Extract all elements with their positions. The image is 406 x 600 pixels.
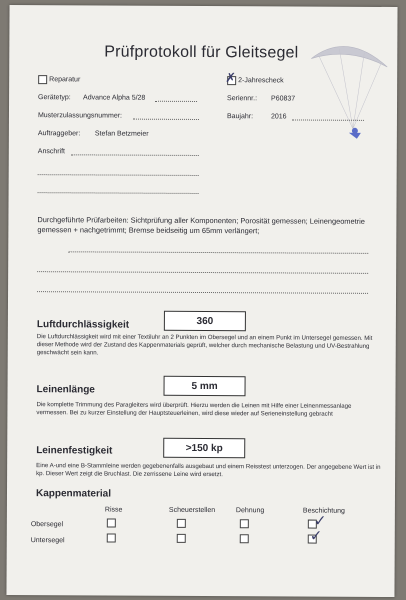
anschrift-line-2 <box>38 174 199 176</box>
seriennr-label: Seriennr.: <box>227 95 258 103</box>
anschrift-line-1 <box>71 154 199 156</box>
kappen-col-scheuerstellen: Scheuerstellen <box>168 506 216 515</box>
leinenlaenge-text: Die komplette Trimmung des Paragleiters wird überprüft. Hierzu werden die Leinen mit Hilfe einer Leinenmessanlage vermessen. Bei zu kurzer Einstellung der Hauptsteuerleinen, wird diese wieder auf Serieneinstellung gebracht <box>36 401 352 418</box>
musterzulassung-label: Musterzulassungsnummer: <box>37 112 123 120</box>
kappen-col-risse: Risse <box>104 506 123 514</box>
leinenfestigkeit-text: Eine A-und eine B-Stammleine werden gegebenenfalls ausgebaut und einem Reisstest unterzogen. Der angegebene Wert ist in kp. Dieser Wert zeigt die Bruchlast. Die zerrissene Leine wird ersetzt. <box>36 462 381 479</box>
paraglider-icon <box>309 37 390 147</box>
reparatur-label: Reparatur <box>49 76 81 84</box>
check-mark-icon: ✗ <box>225 70 237 86</box>
anschrift-label: Anschrift <box>37 148 66 156</box>
obersegel-dehnung-checkbox[interactable] <box>240 519 249 528</box>
geraetetyp-label: Gerätetyp: <box>38 94 71 102</box>
kappen-col-dehnung: Dehnung <box>235 507 265 515</box>
untersegel-risse-checkbox[interactable] <box>107 534 116 543</box>
leinenlaenge-heading: Leinenlänge <box>36 384 95 396</box>
jahrescheck-label: 2-Jahrescheck <box>238 77 284 85</box>
pruefarbeiten-line-1 <box>68 251 368 254</box>
luft-text: Die Luftdurchlässigkeit wird mit einer Textiluhr an 2 Punkten im Obersegel und an einem Punkt im Untersegel gemessen. Mit dieser Methode wird der Zustand des Kappenmaterials geprüft, welcher durch mechanische Belastung und UV-Bestrahlung geschwächt sein kann. <box>36 333 373 357</box>
anschrift-line-3 <box>38 192 199 194</box>
obersegel-beschichtung-check-icon: ✓ <box>313 512 327 530</box>
untersegel-scheuerstellen-checkbox[interactable] <box>177 534 186 543</box>
leinenfestigkeit-heading: Leinenfestigkeit <box>36 445 113 457</box>
baujahr-label: Baujahr: <box>226 113 254 121</box>
kappen-row-obersegel: Obersegel <box>30 521 64 529</box>
luft-heading: Luftdurchlässigkeit <box>36 319 130 331</box>
protocol-sheet <box>6 5 397 597</box>
baujahr-line <box>292 119 364 120</box>
geraetetyp-line <box>155 101 197 102</box>
kappen-col-beschichtung: Beschichtung <box>302 507 345 515</box>
pruefarbeiten-text: Durchgeführte Prüfarbeiten: Sichtprüfung aller Komponenten; Porosität gemessen; Leinengeometrie gemessen + nachgetrimmt; Bremse beidseitig um 65mm verlängert; <box>37 215 365 236</box>
kappen-row-untersegel: Untersegel <box>30 537 65 545</box>
pruefarbeiten-line-2 <box>37 271 368 274</box>
kappen-heading: Kappenmaterial <box>35 488 112 500</box>
leinenlaenge-value-box: 5 mm <box>164 376 246 396</box>
seriennr-value: P60837 <box>271 95 296 103</box>
pruefarbeiten-line-3 <box>37 291 368 294</box>
baujahr-value: 2016 <box>270 113 287 121</box>
geraetetyp-value: Advance Alpha 5/28 <box>83 94 146 102</box>
page-title: Prüfprotokoll für Gleitsegel <box>104 43 299 62</box>
untersegel-beschichtung-check-icon: ✓ <box>309 527 323 545</box>
luft-value-box: 360 <box>164 311 246 331</box>
obersegel-risse-checkbox[interactable] <box>107 519 116 528</box>
reparatur-checkbox[interactable] <box>38 75 47 84</box>
auftraggeber-label: Auftraggeber: <box>37 130 81 138</box>
untersegel-dehnung-checkbox[interactable] <box>240 534 249 543</box>
musterzulassung-line <box>133 119 199 120</box>
obersegel-scheuerstellen-checkbox[interactable] <box>177 519 186 528</box>
leinenfestigkeit-value-box: >150 kp <box>163 438 245 458</box>
auftraggeber-value: Stefan Betzmeier <box>94 130 149 138</box>
